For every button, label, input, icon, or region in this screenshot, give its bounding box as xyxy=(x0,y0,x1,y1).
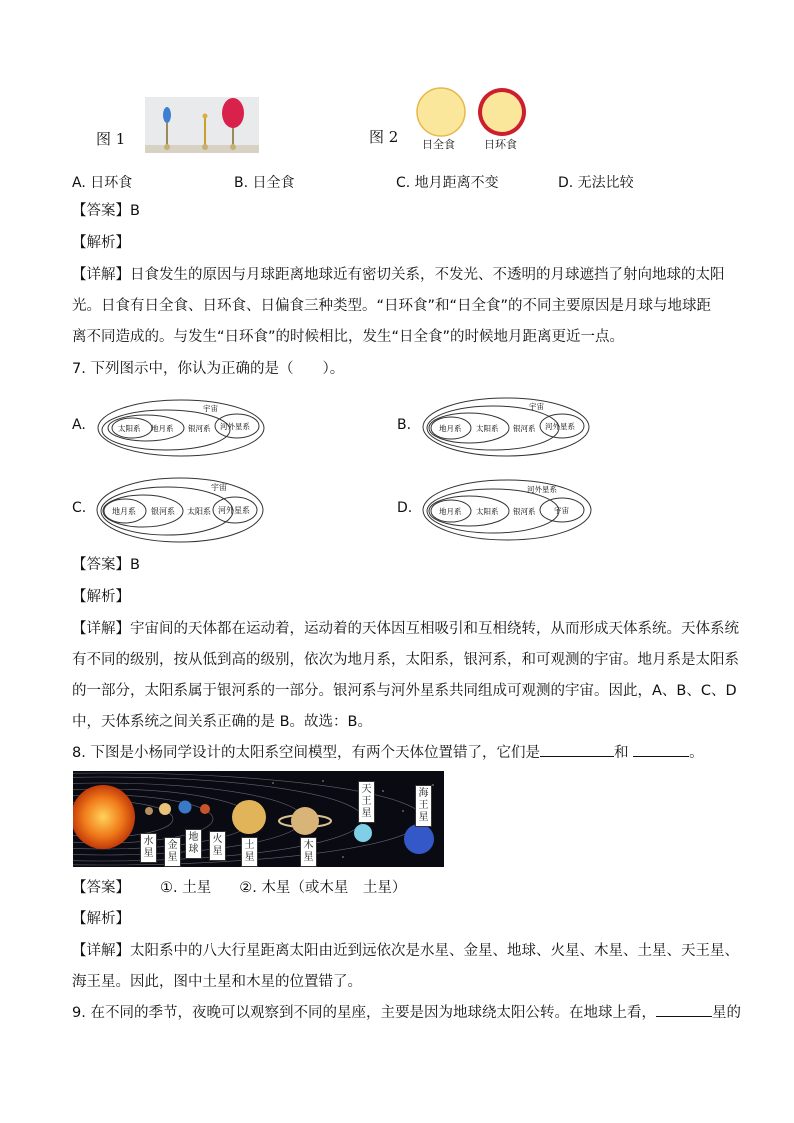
label-venus: 金星 xyxy=(164,837,181,867)
figure-1-photo xyxy=(145,97,259,153)
diagram-c-side: 河外星系 xyxy=(218,506,250,515)
q7-diagram-d xyxy=(421,478,593,542)
answer-tag: 【答案】 xyxy=(72,203,130,219)
q8-blank-1[interactable] xyxy=(540,742,614,757)
diagram-b-second: 太阳系 xyxy=(476,424,499,433)
q7-stem: 7. 下列图示中，你认为正确的是（ ）。 xyxy=(72,361,345,377)
q6-option-a: A. 日环食 xyxy=(72,175,133,191)
figure-2-label: 图 2 xyxy=(369,128,399,146)
balloon-model-image xyxy=(145,97,259,153)
q6-option-c: C. 地月距离不变 xyxy=(396,175,499,191)
diagram-b-third: 银河系 xyxy=(513,424,536,433)
diagram-a-side: 河外星系 xyxy=(220,422,250,431)
q7-detail-line-3: 的一部分，太阳系属于银河系的一部分。银河系与河外星系共同组成可观测的宇宙。因此，A、B、C、D xyxy=(72,683,737,699)
diagram-b-inner: 地月系 xyxy=(439,424,462,433)
diagram-d-second: 太阳系 xyxy=(476,507,499,516)
answer-value: B xyxy=(130,557,140,573)
q7-option-d-letter: D. xyxy=(397,500,413,516)
answer-2: ②. 木星（或木星 土星） xyxy=(239,880,407,896)
q8-stem xyxy=(72,742,732,764)
label-saturn: 土星 xyxy=(241,837,258,867)
q6-detail-line-2: 光。日食有日全食、日环食、日偏食三种类型。“日环食”和“日全食”的不同主要原因是月球与地球距 xyxy=(72,298,712,314)
q7-option-b-letter: B. xyxy=(397,417,412,433)
solar-system-model-image xyxy=(73,771,444,867)
q7-detail-line-1 xyxy=(72,618,739,640)
diagram-c-second: 银河系 xyxy=(151,507,175,516)
diagram-c-third: 太阳系 xyxy=(187,507,211,516)
q8-detail-line-2: 海王星。因此，图中土星和木星的位置错了。 xyxy=(72,974,362,990)
diagram-a-inner: 太阳系 xyxy=(118,424,141,433)
q7-option-c-letter: C. xyxy=(72,500,87,516)
diagram-a-second: 地月系 xyxy=(151,424,174,433)
q6-analysis-tag: 【解析】 xyxy=(72,235,130,251)
q9-stem-text: 9. 在不同的季节，夜晚可以观察到不同的星座，主要是因为地球绕太阳公转。在地球上看， xyxy=(72,1005,656,1021)
label-jupiter: 木星 xyxy=(300,837,317,867)
detail-text: 日食发生的原因与月球距离地球近有密切关系，不发光、不透明的月球遮挡了射向地球的太阳 xyxy=(130,267,725,283)
q6-detail-line-1 xyxy=(72,264,732,286)
diagram-c-inner: 地月系 xyxy=(112,507,136,516)
annular-eclipse-caption: 日环食 xyxy=(484,138,517,151)
q8-stem-and: 和 xyxy=(613,745,629,761)
answer-tag: 【答案】 xyxy=(72,880,130,896)
q7-diagram-b xyxy=(421,396,591,458)
label-mercury: 水星 xyxy=(140,833,157,863)
figure-1-label: 图 1 xyxy=(96,130,126,148)
q6-answer xyxy=(72,200,732,222)
answer-tag: 【答案】 xyxy=(72,557,130,573)
q9-blank-1[interactable] xyxy=(656,1002,712,1017)
detail-tag: 【详解】 xyxy=(72,621,130,637)
diagram-b-side: 河外星系 xyxy=(545,422,575,431)
q8-blank-2[interactable] xyxy=(633,742,689,757)
diagram-c-outer: 宇宙 xyxy=(211,483,227,492)
diagram-d-third: 银河系 xyxy=(513,507,536,516)
q8-answer xyxy=(72,877,732,899)
q8-stem-text: 8. 下图是小杨同学设计的太阳系空间模型，有两个天体位置错了，它们是 xyxy=(72,745,540,761)
figure-2-drawing xyxy=(414,87,530,153)
diagram-d-side: 宇宙 xyxy=(554,506,569,515)
q7-option-a-letter: A. xyxy=(72,417,86,433)
eclipse-circles-image xyxy=(414,87,530,137)
q8-stem-end: 。 xyxy=(689,745,704,761)
q8-detail-line-1 xyxy=(72,940,739,962)
q6-option-d: D. 无法比较 xyxy=(558,175,634,191)
diagram-b-outer: 宇宙 xyxy=(529,402,544,411)
q7-analysis-tag: 【解析】 xyxy=(72,589,130,605)
label-earth: 地球 xyxy=(185,829,202,859)
q7-detail-line-4: 中，天体系统之间关系正确的是 B。故选：B。 xyxy=(72,714,373,730)
q8-analysis-tag: 【解析】 xyxy=(72,911,130,927)
answer-value: B xyxy=(130,203,140,219)
detail-tag: 【详解】 xyxy=(72,267,130,283)
detail-tag: 【详解】 xyxy=(72,943,130,959)
diagram-a-outer: 宇宙 xyxy=(203,404,218,413)
diagram-a-third: 银河系 xyxy=(188,424,211,433)
q7-diagram-c xyxy=(95,476,265,544)
q7-detail-line-2: 有不同的级别，按从低到高的级别，依次为地月系，太阳系，银河系，和可观测的宇宙。地月系是太阳系 xyxy=(72,652,739,668)
detail-text: 太阳系中的八大行星距离太阳由近到远依次是水星、金星、地球、火星、木星、土星、天王星、 xyxy=(130,943,739,959)
q7-answer xyxy=(72,554,732,576)
diagram-d-outer: 河外星系 xyxy=(527,485,557,494)
q9-stem xyxy=(72,1002,741,1024)
total-eclipse-caption: 日全食 xyxy=(422,138,455,151)
q6-detail-line-3: 离不同造成的。与发生“日环食”的时候相比，发生“日全食”的时候地月距离更近一点。 xyxy=(72,329,625,345)
label-neptune: 海王星 xyxy=(415,785,432,827)
q9-stem-end: 星的 xyxy=(711,1005,741,1021)
solar-system-drawing xyxy=(73,771,444,867)
label-mars: 火星 xyxy=(209,831,226,861)
q6-option-b: B. 日全食 xyxy=(234,175,295,191)
q7-diagram-a xyxy=(96,398,266,458)
answer-1: ①. 土星 xyxy=(160,880,212,896)
detail-text: 宇宙间的天体都在运动着，运动着的天体因互相吸引和互相绕转，从而形成天体系统。天体系统 xyxy=(130,621,739,637)
label-uranus: 天王星 xyxy=(358,781,375,823)
diagram-d-inner: 地月系 xyxy=(439,507,462,516)
